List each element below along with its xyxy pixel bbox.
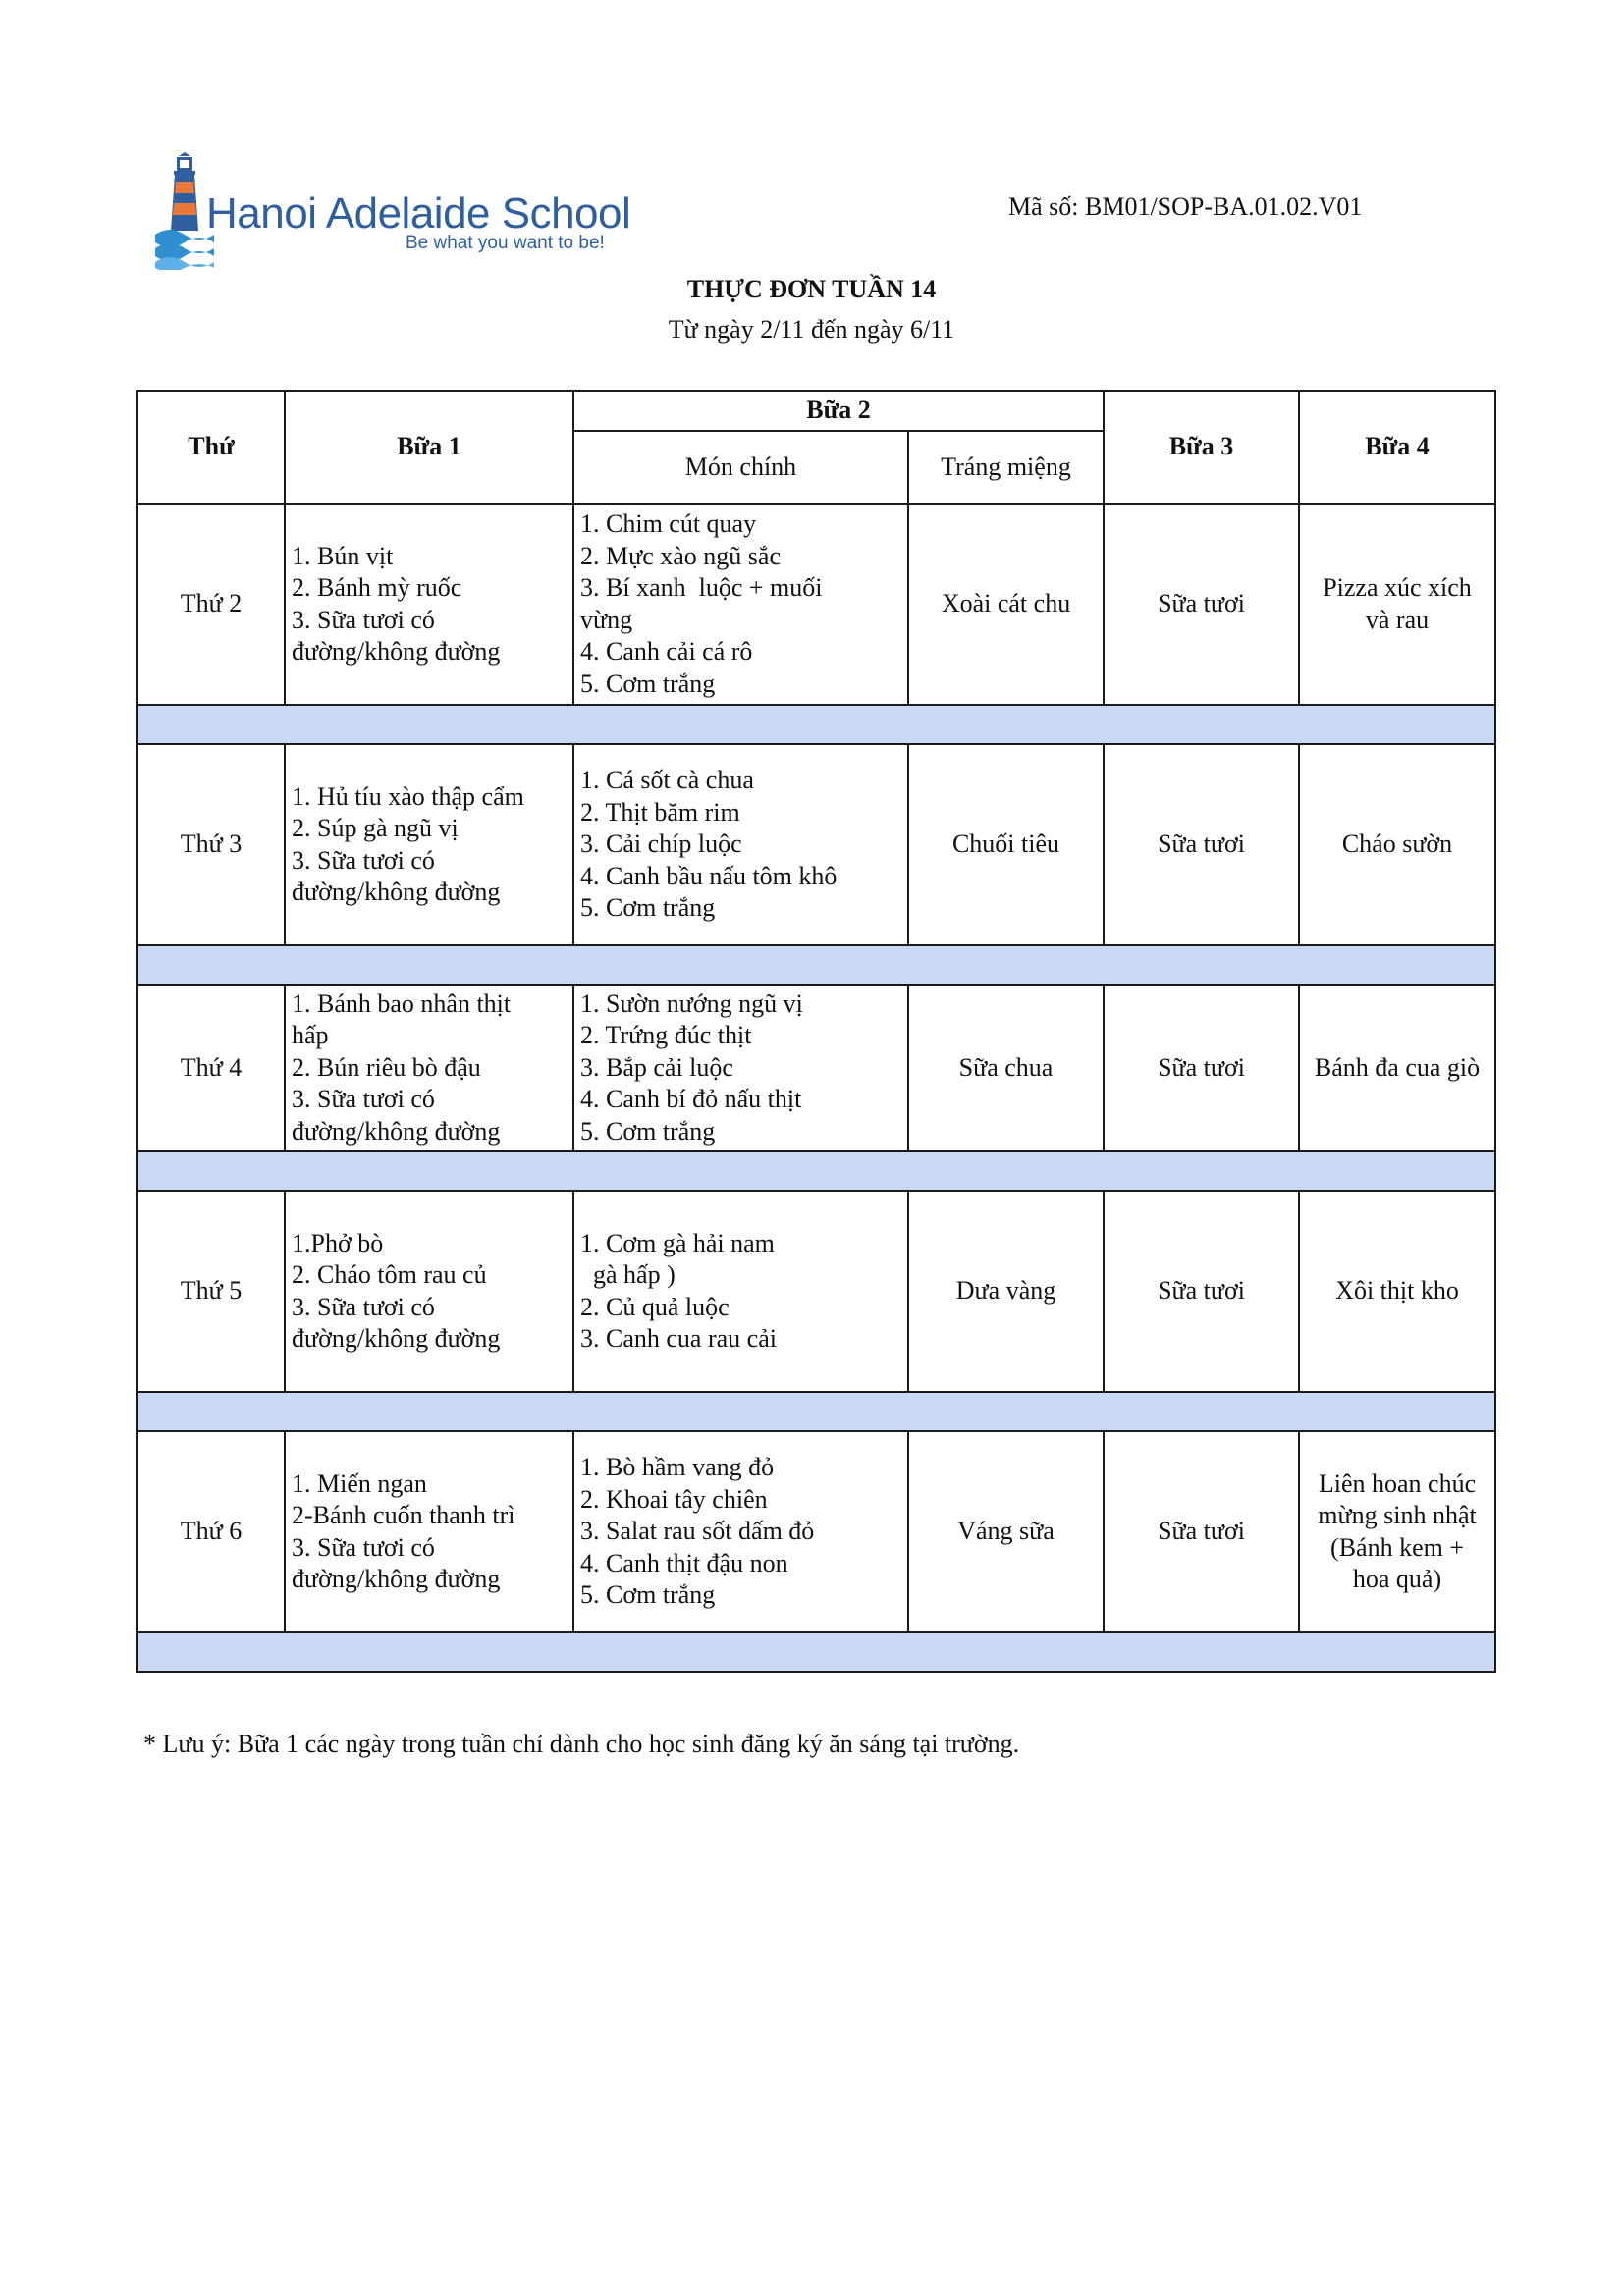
meal1-cell xyxy=(285,1191,573,1392)
main-dish-cell xyxy=(573,985,908,1151)
header-meal3: Bữa 3 xyxy=(1104,391,1299,504)
menu-line: 3. Canh cua rau cải xyxy=(580,1324,777,1353)
menu-line: 5. Cơm trắng xyxy=(580,893,716,923)
dessert-cell: Dưa vàng xyxy=(908,1191,1104,1392)
day-cell: Thứ 4 xyxy=(137,985,285,1151)
menu-line: 2. Thịt băm rim xyxy=(580,797,740,827)
meal4-cell xyxy=(1299,1431,1495,1632)
page-title: THỰC ĐƠN TUẦN 14 xyxy=(686,275,937,303)
meal1-cell xyxy=(285,1431,573,1632)
row-separator xyxy=(137,705,1495,744)
menu-line: 4. Canh thịt đậu non xyxy=(580,1548,788,1577)
menu-line: 1. Bò hầm vang đỏ xyxy=(580,1453,775,1482)
row-separator xyxy=(137,1151,1495,1191)
day-cell: Thứ 6 xyxy=(137,1431,285,1632)
menu-line: 2. Bún riêu bò đậu xyxy=(292,1052,481,1082)
menu-line: 5. Cơm trắng xyxy=(580,1116,716,1146)
dessert-cell: Váng sữa xyxy=(908,1431,1104,1632)
meal3-cell: Sữa tươi xyxy=(1104,1431,1299,1632)
menu-line: 3. Cải chíp luộc xyxy=(580,829,742,859)
row-separator xyxy=(137,1632,1495,1672)
meal3-cell: Sữa tươi xyxy=(1104,1191,1299,1392)
menu-line: Xôi thịt kho xyxy=(1335,1276,1459,1306)
day-row xyxy=(137,1191,1495,1392)
lighthouse-icon xyxy=(155,152,214,270)
menu-line: 2. Trứng đúc thịt xyxy=(580,1021,752,1050)
menu-line: 3. Sữa tươi có xyxy=(292,845,435,875)
logo-tagline: Be what you want to be! xyxy=(406,233,605,253)
menu-line: 1. Chim cút quay xyxy=(580,509,757,538)
day-row xyxy=(137,985,1495,1151)
menu-line: Cháo sườn xyxy=(1341,829,1453,859)
menu-line: 3. Salat rau sốt dấm đỏ xyxy=(580,1517,815,1546)
menu-line: 3. Sữa tươi có xyxy=(292,1085,435,1114)
menu-line: 1. Cá sốt cà chua xyxy=(580,766,754,795)
menu-line: vừng xyxy=(580,605,633,634)
menu-line: 5. Cơm trắng xyxy=(580,668,716,698)
menu-line: 3. Sữa tươi có xyxy=(292,1292,435,1321)
menu-line: Pizza xúc xích xyxy=(1323,573,1472,602)
menu-line: 3. Sữa tươi có xyxy=(292,605,435,634)
meal4-cell xyxy=(1299,985,1495,1151)
menu-line: Bánh đa cua giò xyxy=(1314,1052,1481,1082)
menu-line: 2. Súp gà ngũ vị xyxy=(292,814,459,842)
row-separator xyxy=(137,1392,1495,1431)
meal4-cell xyxy=(1299,1191,1495,1392)
menu-line: đường/không đường xyxy=(292,878,501,906)
menu-line: 3. Bí xanh luộc + muối xyxy=(580,573,823,602)
main-dish-cell xyxy=(573,1431,908,1632)
meal3-cell: Sữa tươi xyxy=(1104,744,1299,945)
main-dish-cell xyxy=(573,1191,908,1392)
menu-line: mừng sinh nhật xyxy=(1318,1501,1477,1529)
menu-line: 3. Bắp cải luộc xyxy=(580,1052,733,1082)
header-day: Thứ xyxy=(137,391,285,504)
menu-line: 4. Canh bầu nấu tôm khô xyxy=(580,861,838,890)
menu-line: 1. Bún vịt xyxy=(292,541,394,570)
menu-line: 4. Canh bí đỏ nấu thịt xyxy=(580,1085,802,1114)
menu-line: 4. Canh cải cá rô xyxy=(580,637,753,666)
menu-line: 3. Sữa tươi có xyxy=(292,1532,435,1562)
menu-line: 1.Phở bò xyxy=(292,1228,384,1257)
form-code: Mã số: BM01/SOP-BA.01.02.V01 xyxy=(1008,192,1363,221)
menu-line: đường/không đường xyxy=(292,1116,501,1146)
menu-line: 2. Cháo tôm rau củ xyxy=(292,1260,487,1289)
logo-name: Hanoi Adelaide School xyxy=(206,189,631,238)
menu-line: 1. Hủ tíu xào thập cẩm xyxy=(292,781,524,811)
meal3-cell: Sữa tươi xyxy=(1104,985,1299,1151)
menu-line: và rau xyxy=(1365,605,1430,634)
separator-band xyxy=(137,1151,1495,1191)
header-dessert: Tráng miệng xyxy=(908,431,1104,504)
header-main-dish: Món chính xyxy=(573,431,908,504)
weekly-menu-table xyxy=(136,390,1496,1673)
menu-line: đường/không đường xyxy=(292,1324,501,1353)
dessert-cell: Sữa chua xyxy=(908,985,1104,1151)
menu-line: Liên hoan chúc xyxy=(1318,1468,1477,1498)
header-meal1: Bữa 1 xyxy=(285,391,573,504)
menu-line: đường/không đường xyxy=(292,637,501,666)
menu-line: 2-Bánh cuốn thanh trì xyxy=(292,1501,515,1529)
menu-line: 5. Cơm trắng xyxy=(580,1580,716,1610)
day-row xyxy=(137,744,1495,945)
separator-band xyxy=(137,945,1495,985)
menu-line: 2. Khoai tây chiên xyxy=(580,1484,768,1514)
day-row xyxy=(137,504,1495,705)
separator-band xyxy=(137,1392,1495,1431)
meal3-cell: Sữa tươi xyxy=(1104,504,1299,705)
header-meal4: Bữa 4 xyxy=(1299,391,1495,504)
day-row xyxy=(137,1431,1495,1632)
menu-line: 2. Bánh mỳ ruốc xyxy=(292,573,462,602)
meal1-cell xyxy=(285,985,573,1151)
separator-band xyxy=(137,705,1495,744)
dessert-cell: Xoài cát chu xyxy=(908,504,1104,705)
main-dish-cell xyxy=(573,744,908,945)
day-cell: Thứ 5 xyxy=(137,1191,285,1392)
menu-line: hoa quả) xyxy=(1352,1565,1442,1593)
day-cell: Thứ 2 xyxy=(137,504,285,705)
date-range: Từ ngày 2/11 đến ngày 6/11 xyxy=(668,315,955,344)
school-logo xyxy=(155,152,631,270)
header-meal2: Bữa 2 xyxy=(573,391,1104,431)
row-separator xyxy=(137,945,1495,985)
footnote: * Lưu ý: Bữa 1 các ngày trong tuần chỉ dành cho học sinh đăng ký ăn sáng tại trường. xyxy=(143,1730,1020,1758)
meal1-cell xyxy=(285,744,573,945)
meal1-cell xyxy=(285,504,573,705)
meal4-cell xyxy=(1299,504,1495,705)
menu-line: 2. Mực xào ngũ sắc xyxy=(580,541,781,570)
dessert-cell: Chuối tiêu xyxy=(908,744,1104,945)
main-dish-cell xyxy=(573,504,908,705)
menu-line: 2. Củ quả luộc xyxy=(580,1292,730,1321)
menu-line: 1. Bánh bao nhân thịt xyxy=(292,988,512,1018)
menu-line: 1. Miến ngan xyxy=(292,1468,427,1498)
menu-line: 1. Sườn nướng ngũ vị xyxy=(580,988,803,1018)
day-cell: Thứ 3 xyxy=(137,744,285,945)
separator-band xyxy=(137,1632,1495,1672)
menu-line: đường/không đường xyxy=(292,1565,501,1593)
menu-line: gà hấp ) xyxy=(580,1260,676,1289)
menu-line: (Bánh kem + xyxy=(1330,1532,1464,1562)
meal4-cell xyxy=(1299,744,1495,945)
menu-line: 1. Cơm gà hải nam xyxy=(580,1228,775,1257)
menu-line: hấp xyxy=(292,1021,329,1050)
